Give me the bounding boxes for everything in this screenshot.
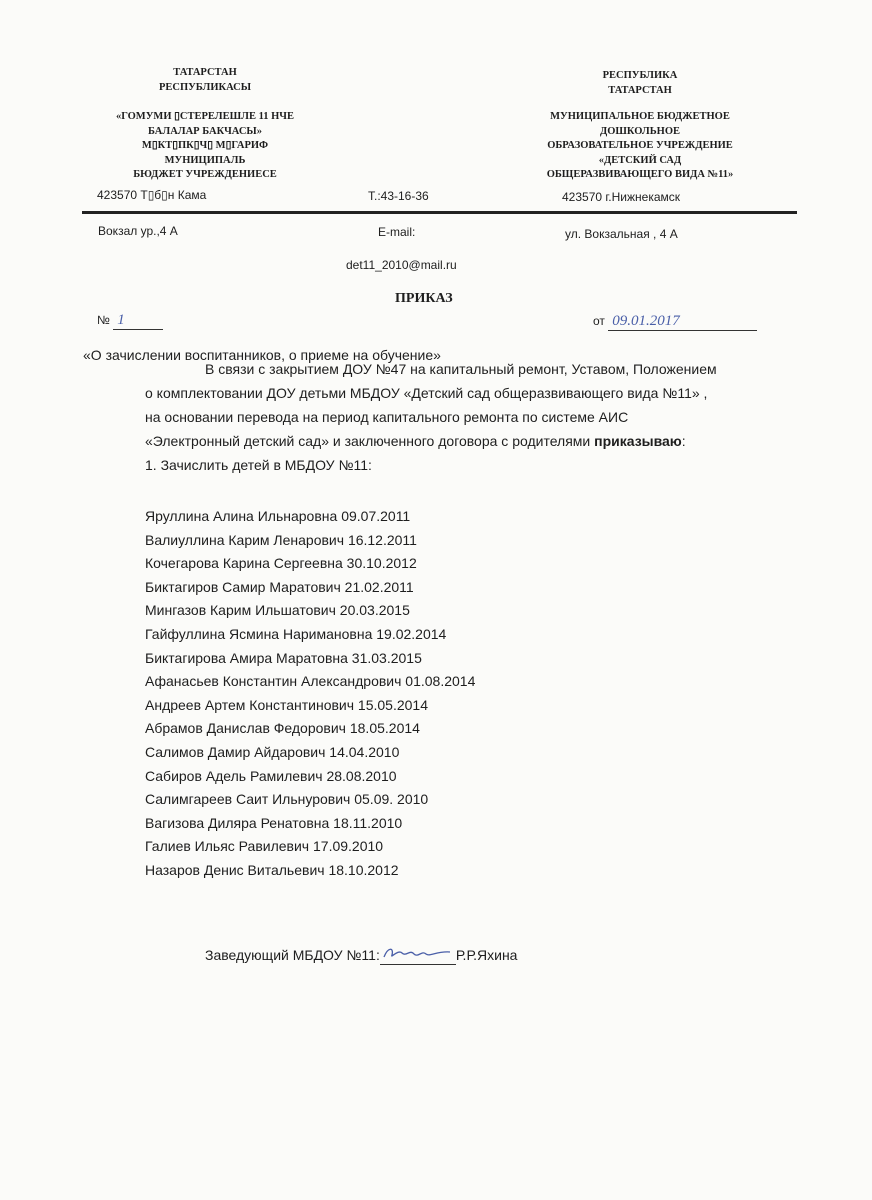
left-address-2: Вокзал ур.,4 А — [98, 224, 178, 238]
list-item: Абрамов Данислав Федорович 18.05.2014 — [145, 720, 420, 737]
date-label: от — [593, 314, 605, 328]
colon: : — [681, 433, 686, 449]
signature-name: Р.Р.Яхина — [455, 947, 518, 963]
left-address-1: 423570 Т▯б▯н Кама — [97, 188, 207, 202]
header-line: ОБЩЕРАЗВИВАЮЩЕГО ВИДА №11» — [546, 169, 734, 180]
right-address-1: 423570 г.Нижнекамск — [562, 190, 681, 204]
number-label: № — [97, 313, 110, 327]
signature-line — [205, 944, 517, 964]
header-line: БАЛАЛАР БАКЧАСЫ» — [147, 125, 262, 137]
email-label: E-mail: — [378, 225, 416, 239]
order-number — [97, 312, 163, 330]
phone: Т.:43-16-36 — [368, 189, 429, 203]
header-left-block — [105, 66, 305, 183]
order-date — [593, 313, 757, 331]
list-item: Мингазов Карим Ильшатович 20.03.2015 — [145, 602, 410, 619]
header-line: ТАТАРСТАН — [173, 67, 237, 78]
list-item: Сабиров Адель Рамилевич 28.08.2010 — [145, 767, 397, 784]
list-item: Салимов Дамир Айдарович 14.04.2010 — [145, 744, 400, 760]
handwritten-signature-icon — [380, 945, 456, 961]
list-item: Биктагиров Самир Маратович 21.02.2011 — [145, 578, 414, 595]
signature-label: Заведующий МБДОУ №11: — [205, 947, 380, 963]
header-divider — [82, 211, 797, 214]
header-line: БЮДЖЕТ УЧРЕЖДЕНИЕСЕ — [133, 169, 277, 180]
paragraph-line: В связи с закрытием ДОУ №47 на капитальный ремонт, Уставом, Положением — [205, 361, 717, 377]
list-item: Валиуллина Карим Ленарович 16.12.2011 — [145, 531, 417, 548]
list-item: Гайфуллина Ясмина Наримановна 19.02.2014 — [145, 626, 447, 642]
number-value: 1 — [113, 312, 163, 330]
list-item: Яруллина Алина Ильнаровна 09.07.2011 — [145, 508, 411, 524]
order-word: приказываю — [594, 433, 682, 449]
list-item: Галиев Ильяс Равилевич 17.09.2010 — [145, 838, 384, 855]
right-address-2: ул. Вокзальная , 4 А — [565, 227, 678, 241]
paragraph-line — [145, 433, 686, 449]
item-1: 1. Зачислить детей в МБДОУ №11: — [145, 457, 372, 473]
email[interactable]: det11_2010@mail.ru — [346, 258, 457, 272]
header-line: ТАТАРСТАН — [608, 84, 672, 96]
header-line: МУНИЦИПАЛЬ — [164, 154, 246, 166]
header-line: «ДЕТСКИЙ САД — [598, 154, 682, 166]
list-item: Афанасьев Константин Александрович 01.08.2014 — [145, 673, 476, 690]
signature — [380, 945, 456, 965]
list-item: Кочегарова Карина Сергеевна 30.10.2012 — [145, 555, 417, 572]
date-value: 09.01.2017 — [608, 313, 757, 331]
header-right-block — [530, 69, 750, 183]
header-line: МУНИЦИПАЛЬНОЕ БЮДЖЕТНОЕ — [550, 111, 730, 122]
header-line: РЕСПУБЛИКАСЫ — [158, 81, 252, 93]
list-item: Биктагирова Амира Маратовна 31.03.2015 — [145, 649, 422, 666]
page-title: ПРИКАЗ — [395, 291, 453, 306]
paragraph-line: о комплектовании ДОУ детьми МБДОУ «Детский сад общеразвивающего вида №11» , — [145, 385, 708, 401]
list-item: Андреев Артем Константинович 15.05.2014 — [145, 696, 429, 713]
order-subject: «О зачислении воспитанников, о приеме на обучение» — [83, 347, 441, 363]
paragraph-text: «Электронный детский сад» и заключенного договора с родителями — [145, 433, 595, 449]
header-line: М▯КТ▯ПК▯Ч▯ М▯ГАРИФ — [141, 140, 269, 151]
header-line: ДОШКОЛЬНОЕ — [599, 125, 681, 137]
list-item: Вагизова Диляра Ренатовна 18.11.2010 — [145, 814, 403, 831]
list-item: Салимгареев Саит Ильнурович 05.09. 2010 — [145, 791, 429, 808]
paragraph-line: на основании перевода на период капитального ремонта по системе АИС — [145, 409, 629, 425]
list-item: Назаров Денис Витальевич 18.10.2012 — [145, 862, 399, 878]
header-line: ОБРАЗОВАТЕЛЬНОЕ УЧРЕЖДЕНИЕ — [547, 140, 733, 151]
header-line: РЕСПУБЛИКА — [602, 70, 678, 81]
header-line: «ГОМУМИ ▯СТЕРЕЛЕШЛЕ 11 НЧЕ — [115, 111, 295, 122]
